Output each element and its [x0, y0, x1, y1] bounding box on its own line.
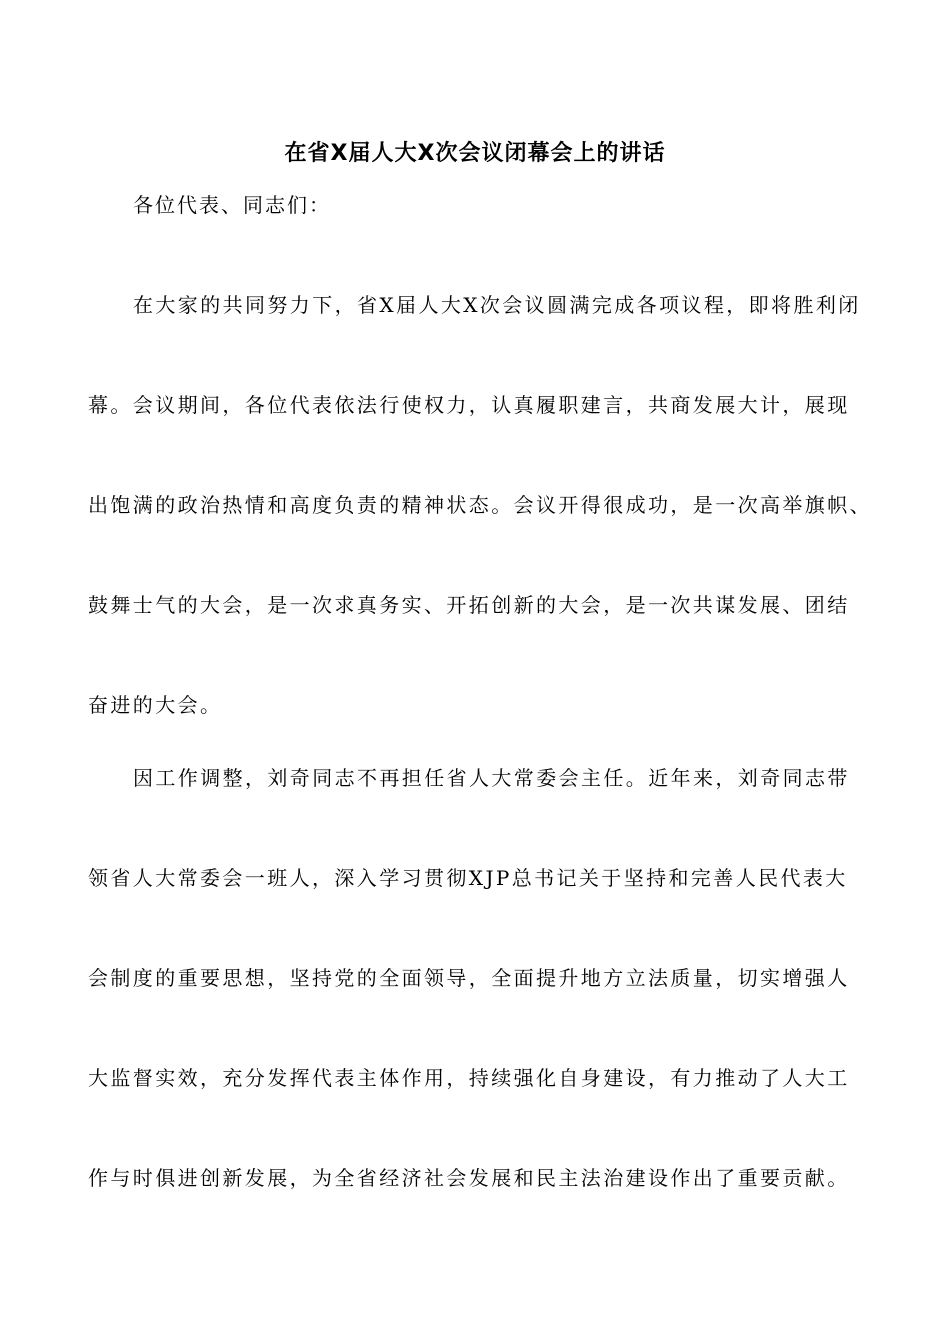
- document-title: 在省X届人大X次会议闭幕会上的讲话: [284, 141, 666, 166]
- paragraph-line: 会制度的重要思想，坚持党的全面领导，全面提升地方立法质量，切实增强人: [88, 966, 850, 990]
- paragraph-line: 领省人大常委会一班人，深入学习贯彻XJP总书记关于坚持和完善人民代表大: [88, 866, 848, 890]
- paragraph-line: 在大家的共同努力下，省X届人大X次会议圆满完成各项议程，即将胜利闭: [133, 293, 861, 317]
- greeting: 各位代表、同志们：: [133, 193, 331, 217]
- paragraph-line: 大监督实效，充分发挥代表主体作用，持续强化自身建设，有力推动了人大工: [88, 1066, 850, 1090]
- paragraph-line: 幕。会议期间，各位代表依法行使权力，认真履职建言，共商发展大计，展现: [88, 393, 850, 417]
- paragraph-line: 鼓舞士气的大会，是一次求真务实、开拓创新的大会，是一次共谋发展、团结: [88, 593, 850, 617]
- paragraph-line: 奋进的大会。: [88, 693, 223, 717]
- paragraph-line: 因工作调整，刘奇同志不再担任省人大常委会主任。近年来，刘奇同志带: [133, 766, 850, 790]
- paragraph-line: 作与时俱进创新发展，为全省经济社会发展和民主法治建设作出了重要贡献。: [88, 1166, 850, 1190]
- paragraph-line: 出饱满的政治热情和高度负责的精神状态。会议开得很成功，是一次高举旗帜、: [88, 493, 872, 517]
